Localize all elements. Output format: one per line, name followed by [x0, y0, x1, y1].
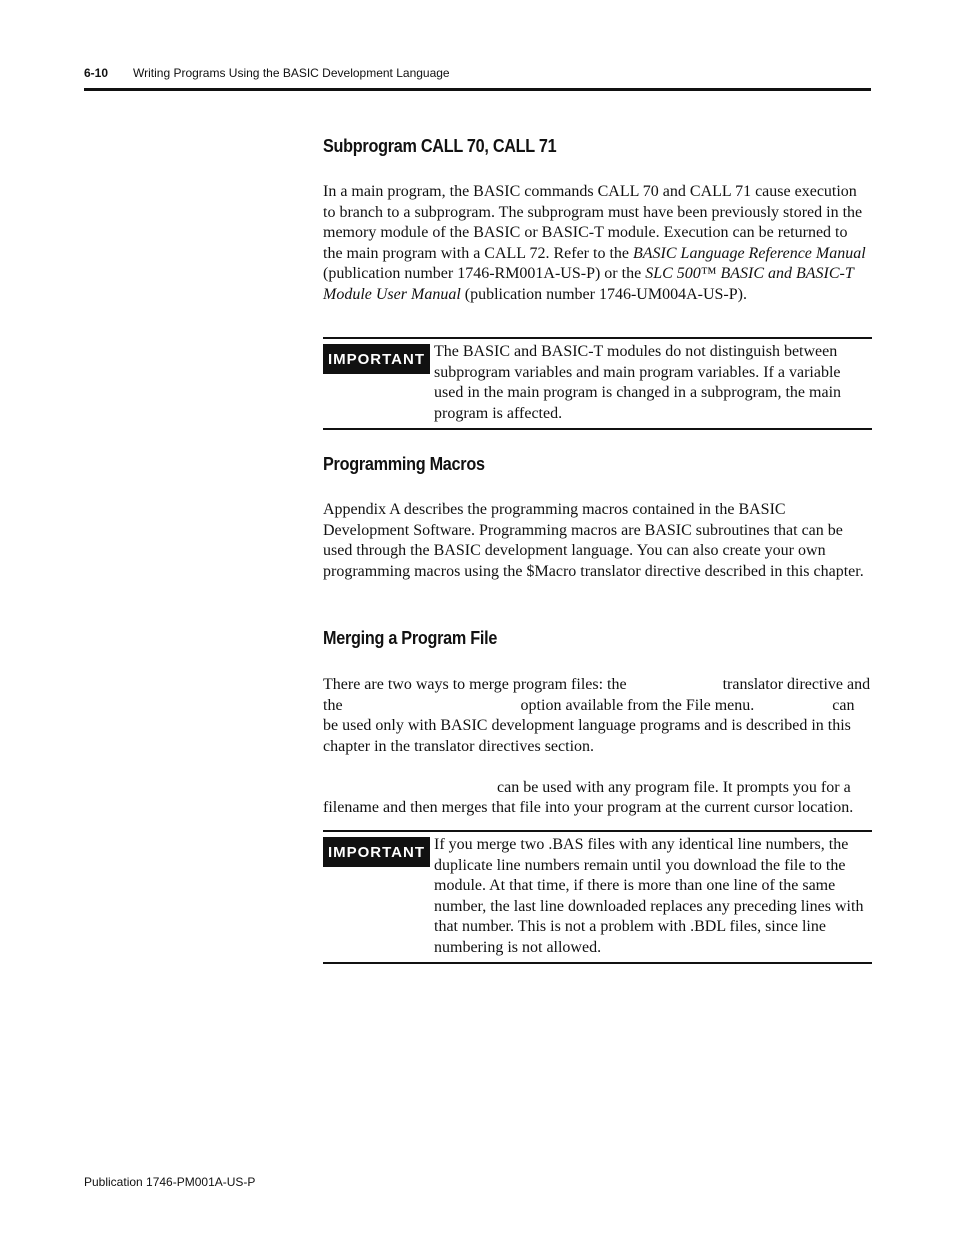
text-run: translator directive and the [323, 676, 871, 714]
paragraph [323, 182, 871, 305]
section-subprogram-heading [323, 136, 871, 157]
italic-title: BASIC Language Reference Manual [633, 244, 866, 262]
paragraph: Appendix A describes the programming macros contained in the BASIC Development Software. Programming macros are BASIC subroutines that can be used through the BASIC development language. You can also create your own programming macros using the $Macro translator directive described in this chapter. [323, 501, 864, 580]
important-note [323, 830, 872, 964]
page-number: 6-10 [84, 66, 109, 80]
section-merging-body [323, 675, 871, 819]
text-run: In a main program, the BASIC commands CALL 70 and CALL 71 cause execution to branch to a subprogram. The subprogram must have been previously stored in the memory module of the BASIC or BASIC-T module. Execution can be returned to the main program with a CALL 72. Refer to the [323, 183, 863, 262]
paragraph [323, 778, 871, 819]
text-run: can be used only with BASIC development language programs and is described in this chapter in the translator directives section. [323, 696, 855, 755]
important-text: The BASIC and BASIC-T modules do not distinguish between subprogram variables and main program variables. If a variable used in the main program is changed in a subprogram, the main program is affected. [434, 343, 842, 422]
paragraph [323, 675, 871, 757]
section-merging-heading [323, 628, 871, 649]
text-run: (publication number 1746-RM001A-US-P) or the [323, 265, 646, 282]
text-run: There are two ways to merge program files: the [323, 676, 627, 693]
section-macros-heading [323, 454, 871, 475]
header-rule [84, 88, 871, 91]
text-run: can be used with any program file. It prompts you for a filename and then merges that file into your program at the current cursor location. [323, 778, 854, 816]
important-badge: IMPORTANT [323, 837, 430, 867]
section-heading: Programming Macros [323, 454, 485, 474]
page-footer: Publication 1746-PM001A-US-P [84, 1175, 256, 1189]
important-badge: IMPORTANT [323, 344, 430, 374]
text-run: option available from the File menu. [520, 696, 755, 714]
chapter-title: Writing Programs Using the BASIC Development Language [133, 66, 450, 80]
important-text: If you merge two .BAS files with any identical line numbers, the duplicate line numbers remain until you download the file to the module. At that time, if there is more than one line of the same number, the last line downloaded replaces any preceding lines with that number. This is not a problem with .BDL files, since line numbering is not allowed. [434, 836, 864, 956]
section-heading: Subprogram CALL 70, CALL 71 [323, 136, 557, 156]
page-header [84, 66, 871, 80]
section-subprogram-body [323, 182, 871, 305]
italic-title: SLC 500™ BASIC and BASIC-T Module User Manual [323, 265, 854, 303]
important-note [323, 337, 872, 430]
section-macros-body [323, 500, 871, 582]
text-run: (publication number 1746-UM004A-US-P). [460, 285, 747, 303]
section-heading: Merging a Program File [323, 628, 498, 648]
